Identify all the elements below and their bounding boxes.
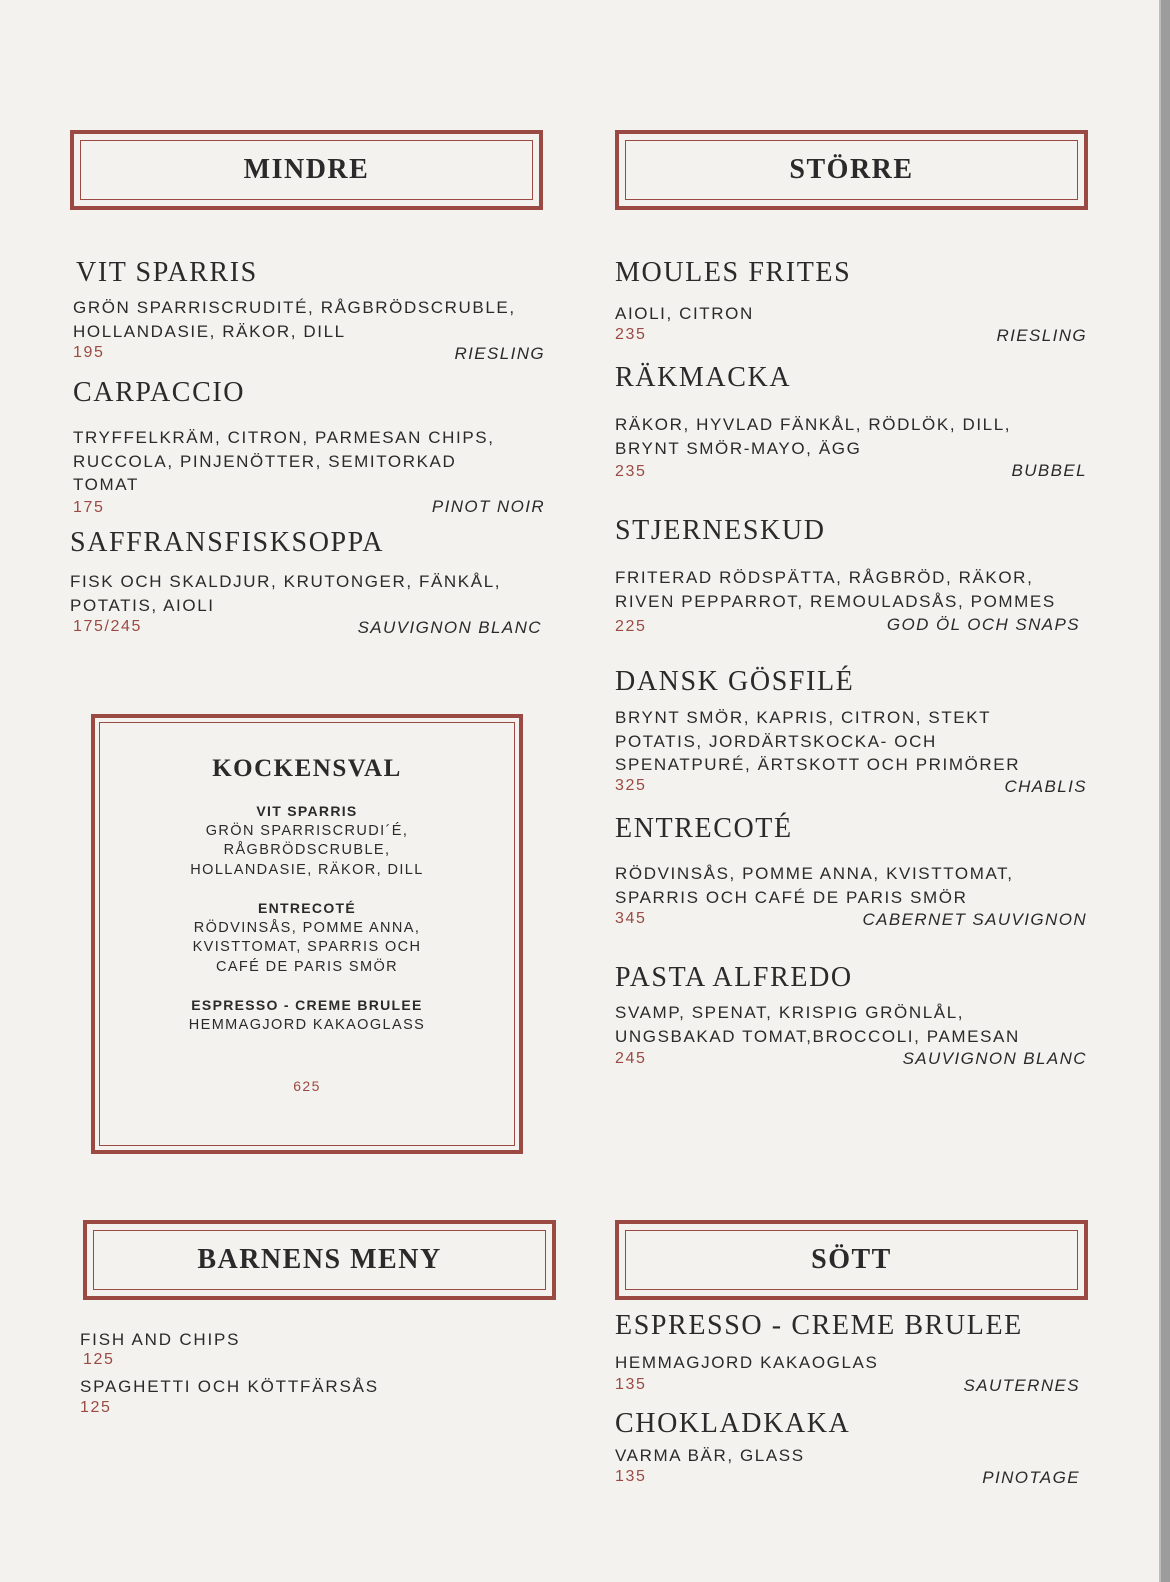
dish-price: 135 <box>615 1376 647 1393</box>
dish-description: GRÖN SPARRISCRUDITÉ, RÅGBRÖDSCRUBLE, HOLLANDASIE, RÄKOR, DILL <box>73 298 516 341</box>
dish-description: HEMMAGJORD KAKAOGLAS <box>615 1353 879 1372</box>
wine-pairing: PINOT NOIR <box>431 497 545 516</box>
kids-dish-price: 125 <box>80 1399 112 1416</box>
dish-price: 175 <box>73 499 105 516</box>
dish-name: RÄKMACKA <box>615 362 792 393</box>
section-title: STÖRRE <box>789 154 914 185</box>
course-description: HEMMAGJORD KAKAOGLASS <box>188 1016 426 1033</box>
wine-pairing: RIESLING <box>454 344 545 363</box>
dish-description: TRYFFELKRÄM, CITRON, PARMESAN CHIPS, RUCCOLA, PINJENÖTTER, SEMITORKAD TOMAT <box>73 428 495 494</box>
dish-price: 325 <box>615 777 647 794</box>
wine-pairing: SAUVIGNON BLANC <box>357 618 542 637</box>
dish-price: 235 <box>615 326 647 343</box>
dish-name: VIT SPARRIS <box>76 257 258 288</box>
wine-pairing: RIESLING <box>996 326 1087 345</box>
dish-description: FRITERAD RÖDSPÄTTA, RÅGBRÖD, RÄKOR, RIVEN PEPPARROT, REMOULADSÅS, POMMES <box>615 568 1056 611</box>
dish-description: RÄKOR, HYVLAD FÄNKÅL, RÖDLÖK, DILL, BRYNT SMÖR-MAYO, ÄGG <box>615 415 1012 458</box>
dish-price: 245 <box>615 1050 647 1067</box>
dish-description: AIOLI, CITRON <box>615 304 754 323</box>
dish-price: 195 <box>73 344 105 361</box>
kids-dish-name: SPAGHETTI OCH KÖTTFÄRSÅS <box>80 1377 379 1396</box>
dish-price: 225 <box>615 618 647 635</box>
course-name: VIT SPARRIS <box>256 803 358 819</box>
course-description: GRÖN SPARRISCRUDI´É, RÅGBRÖDSCRUBLE, HOLLANDASIE, RÄKOR, DILL <box>190 822 424 878</box>
section-header-storre <box>615 130 1088 210</box>
course-name: ESPRESSO - CREME BRULEE <box>191 997 423 1013</box>
dish-name: CARPACCIO <box>73 377 246 408</box>
scrollbar-edge <box>1159 0 1161 1582</box>
dish-name: MOULES FRITES <box>615 257 852 288</box>
course-description: RÖDVINSÅS, POMME ANNA, KVISTTOMAT, SPARRIS OCH CAFÉ DE PARIS SMÖR <box>192 919 422 975</box>
dish-name: STJERNESKUD <box>615 515 826 546</box>
dish-description: FISK OCH SKALDJUR, KRUTONGER, FÄNKÅL, POTATIS, AIOLI <box>70 572 502 615</box>
wine-pairing: SAUVIGNON BLANC <box>902 1049 1087 1068</box>
section-header-mindre <box>70 130 543 210</box>
dish-description: VARMA BÄR, GLASS <box>615 1446 805 1465</box>
vertical-scrollbar[interactable] <box>1159 0 1170 1582</box>
section-title: SÖTT <box>811 1244 892 1275</box>
section-header-barnens <box>83 1220 556 1300</box>
dish-name: DANSK GÖSFILÉ <box>615 666 855 697</box>
chefs-choice-box <box>91 714 523 1154</box>
wine-pairing: SAUTERNES <box>963 1376 1080 1395</box>
dish-description: SVAMP, SPENAT, KRISPIG GRÖNLÅL, UNGSBAKAD TOMAT,BROCCOLI, PAMESAN <box>615 1003 1020 1046</box>
dish-price: 175/245 <box>73 618 143 635</box>
dish-name: ENTRECOTÉ <box>615 813 793 844</box>
wine-pairing: CHABLIS <box>1004 777 1087 796</box>
chefs-choice-price: 625 <box>293 1078 321 1094</box>
wine-pairing: CABERNET SAUVIGNON <box>862 910 1087 929</box>
section-title: MINDRE <box>243 154 370 185</box>
dish-name: PASTA ALFREDO <box>615 962 853 993</box>
course-name: ENTRECOTÉ <box>257 900 357 916</box>
dish-price: 135 <box>615 1468 647 1485</box>
dish-name: SAFFRANSFISKSOPPA <box>70 527 385 558</box>
wine-pairing: PINOTAGE <box>982 1468 1080 1487</box>
dish-price: 235 <box>615 463 647 480</box>
wine-pairing: BUBBEL <box>1011 461 1087 480</box>
wine-pairing: GOD ÖL OCH SNAPS <box>886 615 1080 634</box>
chefs-choice-title: KOCKENSVAL <box>212 755 402 782</box>
kids-dish-price: 125 <box>83 1351 115 1368</box>
dish-name: CHOKLADKAKA <box>615 1408 851 1439</box>
dish-description: BRYNT SMÖR, KAPRIS, CITRON, STEKT POTATIS, JORDÄRTSKOCKA- OCH SPENATPURÉ, ÄRTSKOTT OCH PRIMÖRER <box>615 708 1021 774</box>
chefs-choice-courses <box>95 802 519 1035</box>
dish-name: ESPRESSO - CREME BRULEE <box>615 1310 1023 1341</box>
kids-dish-name: FISH AND CHIPS <box>80 1330 241 1349</box>
section-title: BARNENS MENY <box>197 1244 442 1275</box>
dish-price: 345 <box>615 910 647 927</box>
dish-description: RÖDVINSÅS, POMME ANNA, KVISTTOMAT, SPARRIS OCH CAFÉ DE PARIS SMÖR <box>615 864 1014 907</box>
section-header-sott <box>615 1220 1088 1300</box>
